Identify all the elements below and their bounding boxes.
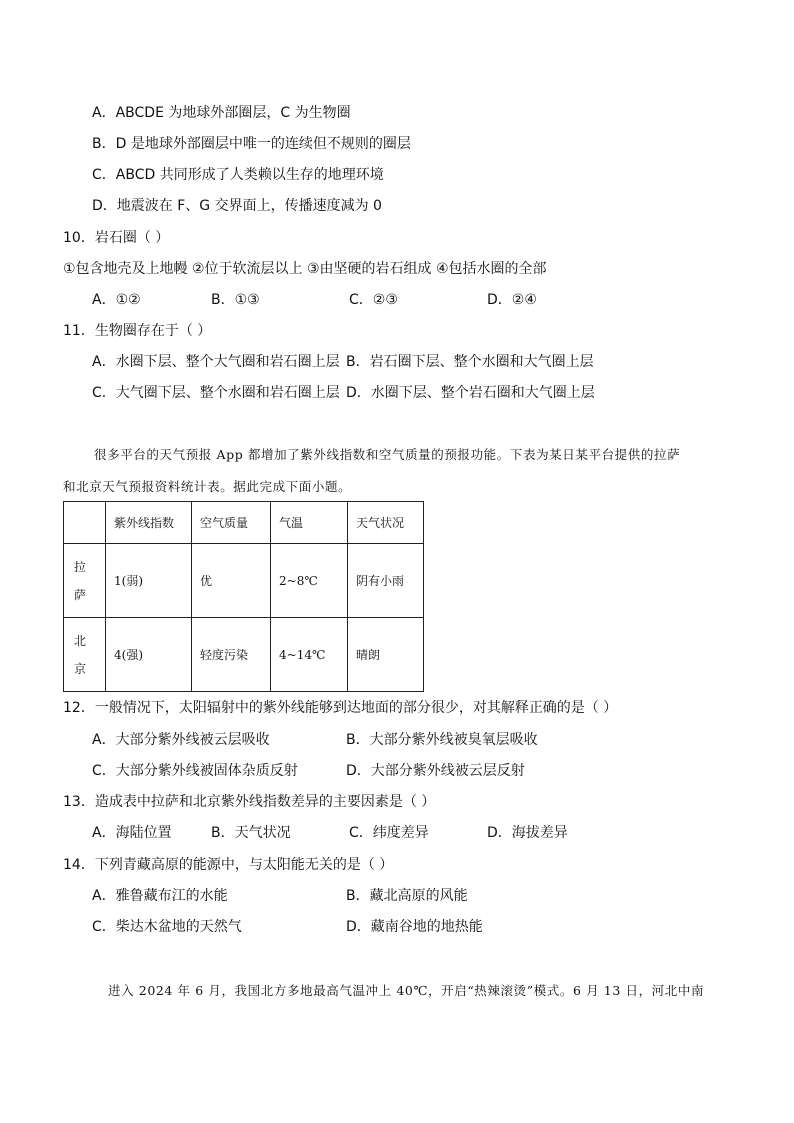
- q12-option-b: B．大部分紫外线被臭氧层吸收: [346, 732, 538, 748]
- table-cell: 2~8℃: [271, 544, 348, 618]
- table-header-cell: 天气状况: [348, 502, 424, 544]
- table-cell: 优: [192, 544, 271, 618]
- q12-option-c: C．大部分紫外线被固体杂质反射: [92, 763, 298, 779]
- passage1-line1: 很多平台的天气预报 App 都增加了紫外线指数和空气质量的预报功能。下表为某日某平台提供的拉萨: [94, 447, 681, 462]
- q10-option-a: A．①②: [92, 292, 141, 308]
- q9-option-b: B．D 是地球外部圈层中唯一的连续但不规则的圈层: [92, 136, 411, 152]
- table-header-cell: [64, 502, 106, 544]
- table-header-cell: 气温: [271, 502, 348, 544]
- q10-option-b: B．①③: [211, 292, 260, 308]
- table-header-cell: 紫外线指数: [106, 502, 192, 544]
- q10-option-c: C．②③: [349, 292, 398, 308]
- q11-stem: 11．生物圈存在于（ ）: [63, 323, 212, 339]
- passage1-line2: 和北京天气预报资料统计表。据此完成下面小题。: [63, 479, 352, 494]
- q14-stem: 14．下列青藏高原的能源中，与太阳能无关的是（ ）: [63, 857, 394, 873]
- q11-option-b: B．岩石圈下层、整个水圈和大气圈上层: [346, 354, 594, 370]
- table-cell: 轻度污染: [192, 618, 271, 692]
- table-row-label: 拉萨: [74, 559, 87, 602]
- q12-option-a: A．大部分紫外线被云层吸收: [92, 732, 270, 748]
- table-header-row: [64, 502, 424, 544]
- q13-option-a: A．海陆位置: [92, 825, 172, 841]
- q14-option-c: C．柴达木盆地的天然气: [92, 919, 242, 935]
- q10-stem: 10．岩石圈（ ）: [63, 230, 170, 246]
- table-cell: 晴朗: [348, 618, 424, 692]
- passage2-line1: 进入 2024 年 6 月，我国北方多地最高气温冲上 40℃，开启“热辣滚烫”模式。6 月 13 日，河北中南: [108, 983, 705, 998]
- q10-option-d: D．②④: [487, 292, 537, 308]
- q9-option-c: C．ABCD 共同形成了人类赖以生存的地理环境: [92, 167, 384, 183]
- q13-option-c: C．纬度差异: [349, 825, 429, 841]
- q14-option-a: A．雅鲁藏布江的水能: [92, 888, 228, 904]
- table-cell: 1(弱): [106, 544, 192, 618]
- table-header-cell: 空气质量: [192, 502, 271, 544]
- q14-option-d: D．藏南谷地的地热能: [346, 919, 483, 935]
- q13-option-d: D．海拔差异: [487, 825, 568, 841]
- q11-option-c: C．大气圈下层、整个水圈和岩石圈上层: [92, 385, 340, 401]
- q13-option-b: B．天气状况: [211, 825, 291, 841]
- q14-option-b: B．藏北高原的风能: [346, 888, 468, 904]
- table-cell: 4~14℃: [271, 618, 348, 692]
- q12-option-d: D．大部分紫外线被云层反射: [346, 763, 525, 779]
- table-row: [64, 618, 424, 692]
- q13-stem: 13．造成表中拉萨和北京紫外线指数差异的主要因素是（ ）: [63, 794, 436, 810]
- q9-option-d: D．地震波在 F、G 交界面上，传播速度减为 0: [92, 198, 382, 214]
- q10-statements: ①包含地壳及上地幔 ②位于软流层以上 ③由坚硬的岩石组成 ④包括水圈的全部: [63, 261, 547, 277]
- table-row-label: 北京: [74, 633, 87, 676]
- table-cell: 阴有小雨: [348, 544, 424, 618]
- table-cell: 4(强): [106, 618, 192, 692]
- table-row: [64, 544, 424, 618]
- q11-option-a: A．水圈下层、整个大气圈和岩石圈上层: [92, 354, 340, 370]
- q11-option-d: D．水圈下层、整个岩石圈和大气圈上层: [346, 385, 595, 401]
- weather-table: [63, 501, 424, 692]
- q9-option-a: A．ABCDE 为地球外部圈层，C 为生物圈: [92, 105, 351, 121]
- q12-stem: 12．一般情况下，太阳辐射中的紫外线能够到达地面的部分很少，对其解释正确的是（ ）: [63, 700, 618, 716]
